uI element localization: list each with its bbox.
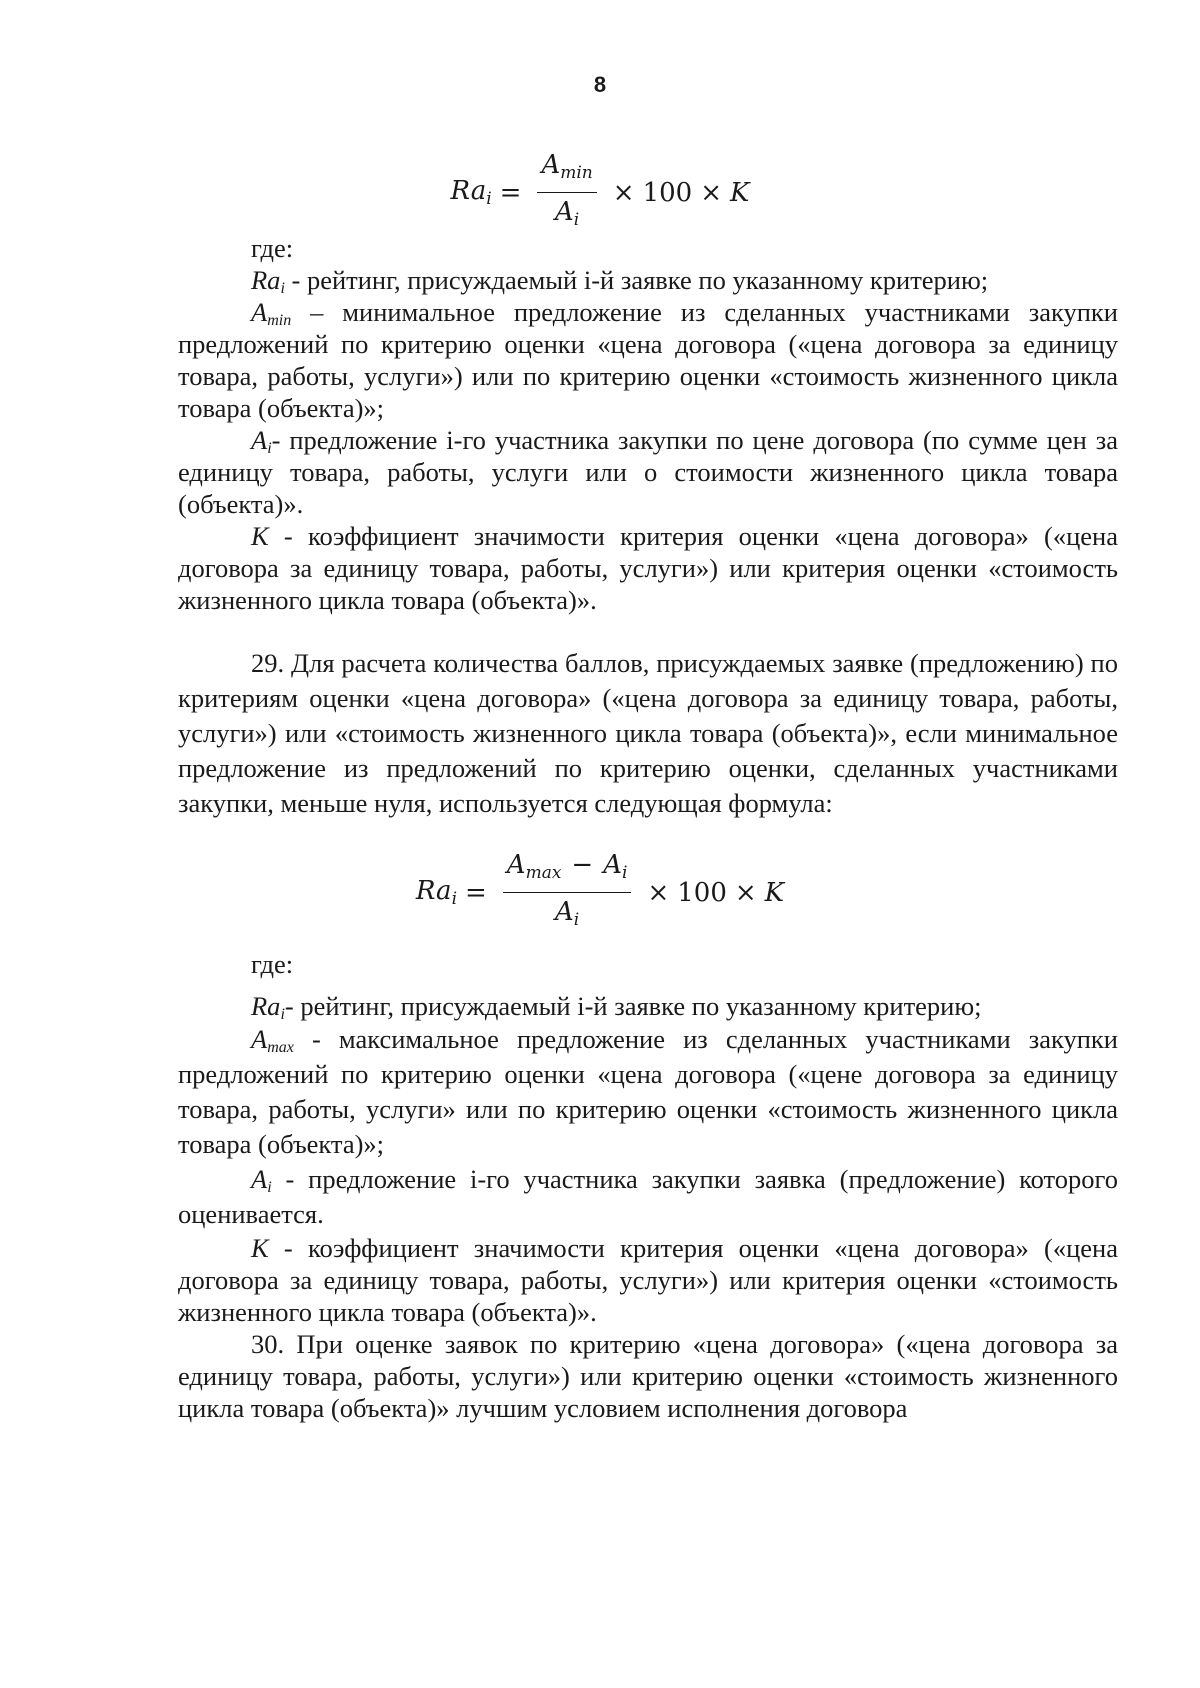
fraction-numerator: Amin xyxy=(537,150,596,193)
definition-a-i: $A_i$ - предложение i-го участника закупки заявка (предложение) которого оценивается. xyxy=(178,1164,1118,1229)
paragraph-30: 30. При оценке заявок по критерию «цена договора» («цена договора за единицу товара, работы, услуги») или критерию оценки «стоимость жизненного цикла товара (объекта)» лучшим условием исполнения договора xyxy=(178,1329,1118,1423)
equals-sign: = xyxy=(499,177,522,208)
fraction-numerator: Amax − Ai xyxy=(503,850,632,893)
times-sign: × xyxy=(734,877,757,908)
definition-a-i: $A_i-$ предложение i-го участника закупки по цене договора (по сумме цен за единицу товара, работы, услуги или о стоимости жизненного цикла товара (объекта)». xyxy=(178,425,1118,519)
paragraph-29: 29. Для расчета количества баллов, присуждаемых заявке (предложению) по критериям оценки «цена договора» («цена договора за единицу товара, работы, услуги») или «стоимость жизненного цикла товара (объекта)», если минимальное предложение из предложений по критерию оценки, сделанных участниками закупки, меньше нуля, используется следующая формула: xyxy=(178,648,1118,818)
page-number: 8 xyxy=(593,72,607,97)
constant-100: 100 xyxy=(642,177,693,208)
definition-a-max: $A_{max}$ - максимальное предложение из сделанных участниками закупки предложений по критерию оценки «цена договора («цене договора за единицу товара, работы, услуги» или по критерию оценки «стоимость жизненного цикла товара (объекта)»; xyxy=(178,1024,1118,1159)
coefficient-k: K xyxy=(730,177,750,208)
formula-rating-max xyxy=(0,850,1200,935)
definition-k: К - коэффициент значимости критерия оценки «цена договора» («цена договора за единицу товара, работы, услуги») или критерия оценки «стоимость жизненного цикла товара (объекта)». xyxy=(178,521,1118,615)
fraction xyxy=(537,150,596,235)
fraction-denominator: Ai xyxy=(555,897,580,930)
definition-a-min: $A_{min}$ – минимальное предложение из сделанных участниками закупки предложений по критерию оценки «цена договора («цена договора за единицу товара, работы, услуги») или по критерию оценки «стоимость жизненного цикла товара (объекта)»; xyxy=(178,297,1118,423)
coefficient-k: K xyxy=(764,877,785,908)
definition-ra: $Ra_i$ - рейтинг, присуждаемый i-й заявке по указанному критерию; xyxy=(251,265,989,297)
formula-lhs: Rai xyxy=(450,176,492,209)
equals-sign: = xyxy=(465,877,487,908)
where-label: где: xyxy=(251,233,294,263)
where-label: где: xyxy=(251,949,294,979)
times-sign: × xyxy=(647,877,670,908)
constant-100: 100 xyxy=(677,877,727,908)
definitions-block-1 xyxy=(178,232,1118,821)
definition-ra: $Ra_i-$ рейтинг, присуждаемый i-й заявке по указанному критерию; xyxy=(251,991,982,1023)
times-sign: × xyxy=(612,177,635,208)
formula-lhs: Rai xyxy=(415,876,457,909)
definitions-block-2 xyxy=(178,948,1118,1424)
definition-k: К - коэффициент значимости критерия оценки «цена договора» («цена договора за единицу товара, работы, услуги») или критерия оценки «стоимость жизненного цикла товара (объекта)». xyxy=(178,1233,1118,1327)
formula-rating-min xyxy=(0,150,1200,235)
times-sign: × xyxy=(700,177,722,208)
fraction xyxy=(503,850,632,935)
fraction-denominator: Ai xyxy=(555,197,580,230)
